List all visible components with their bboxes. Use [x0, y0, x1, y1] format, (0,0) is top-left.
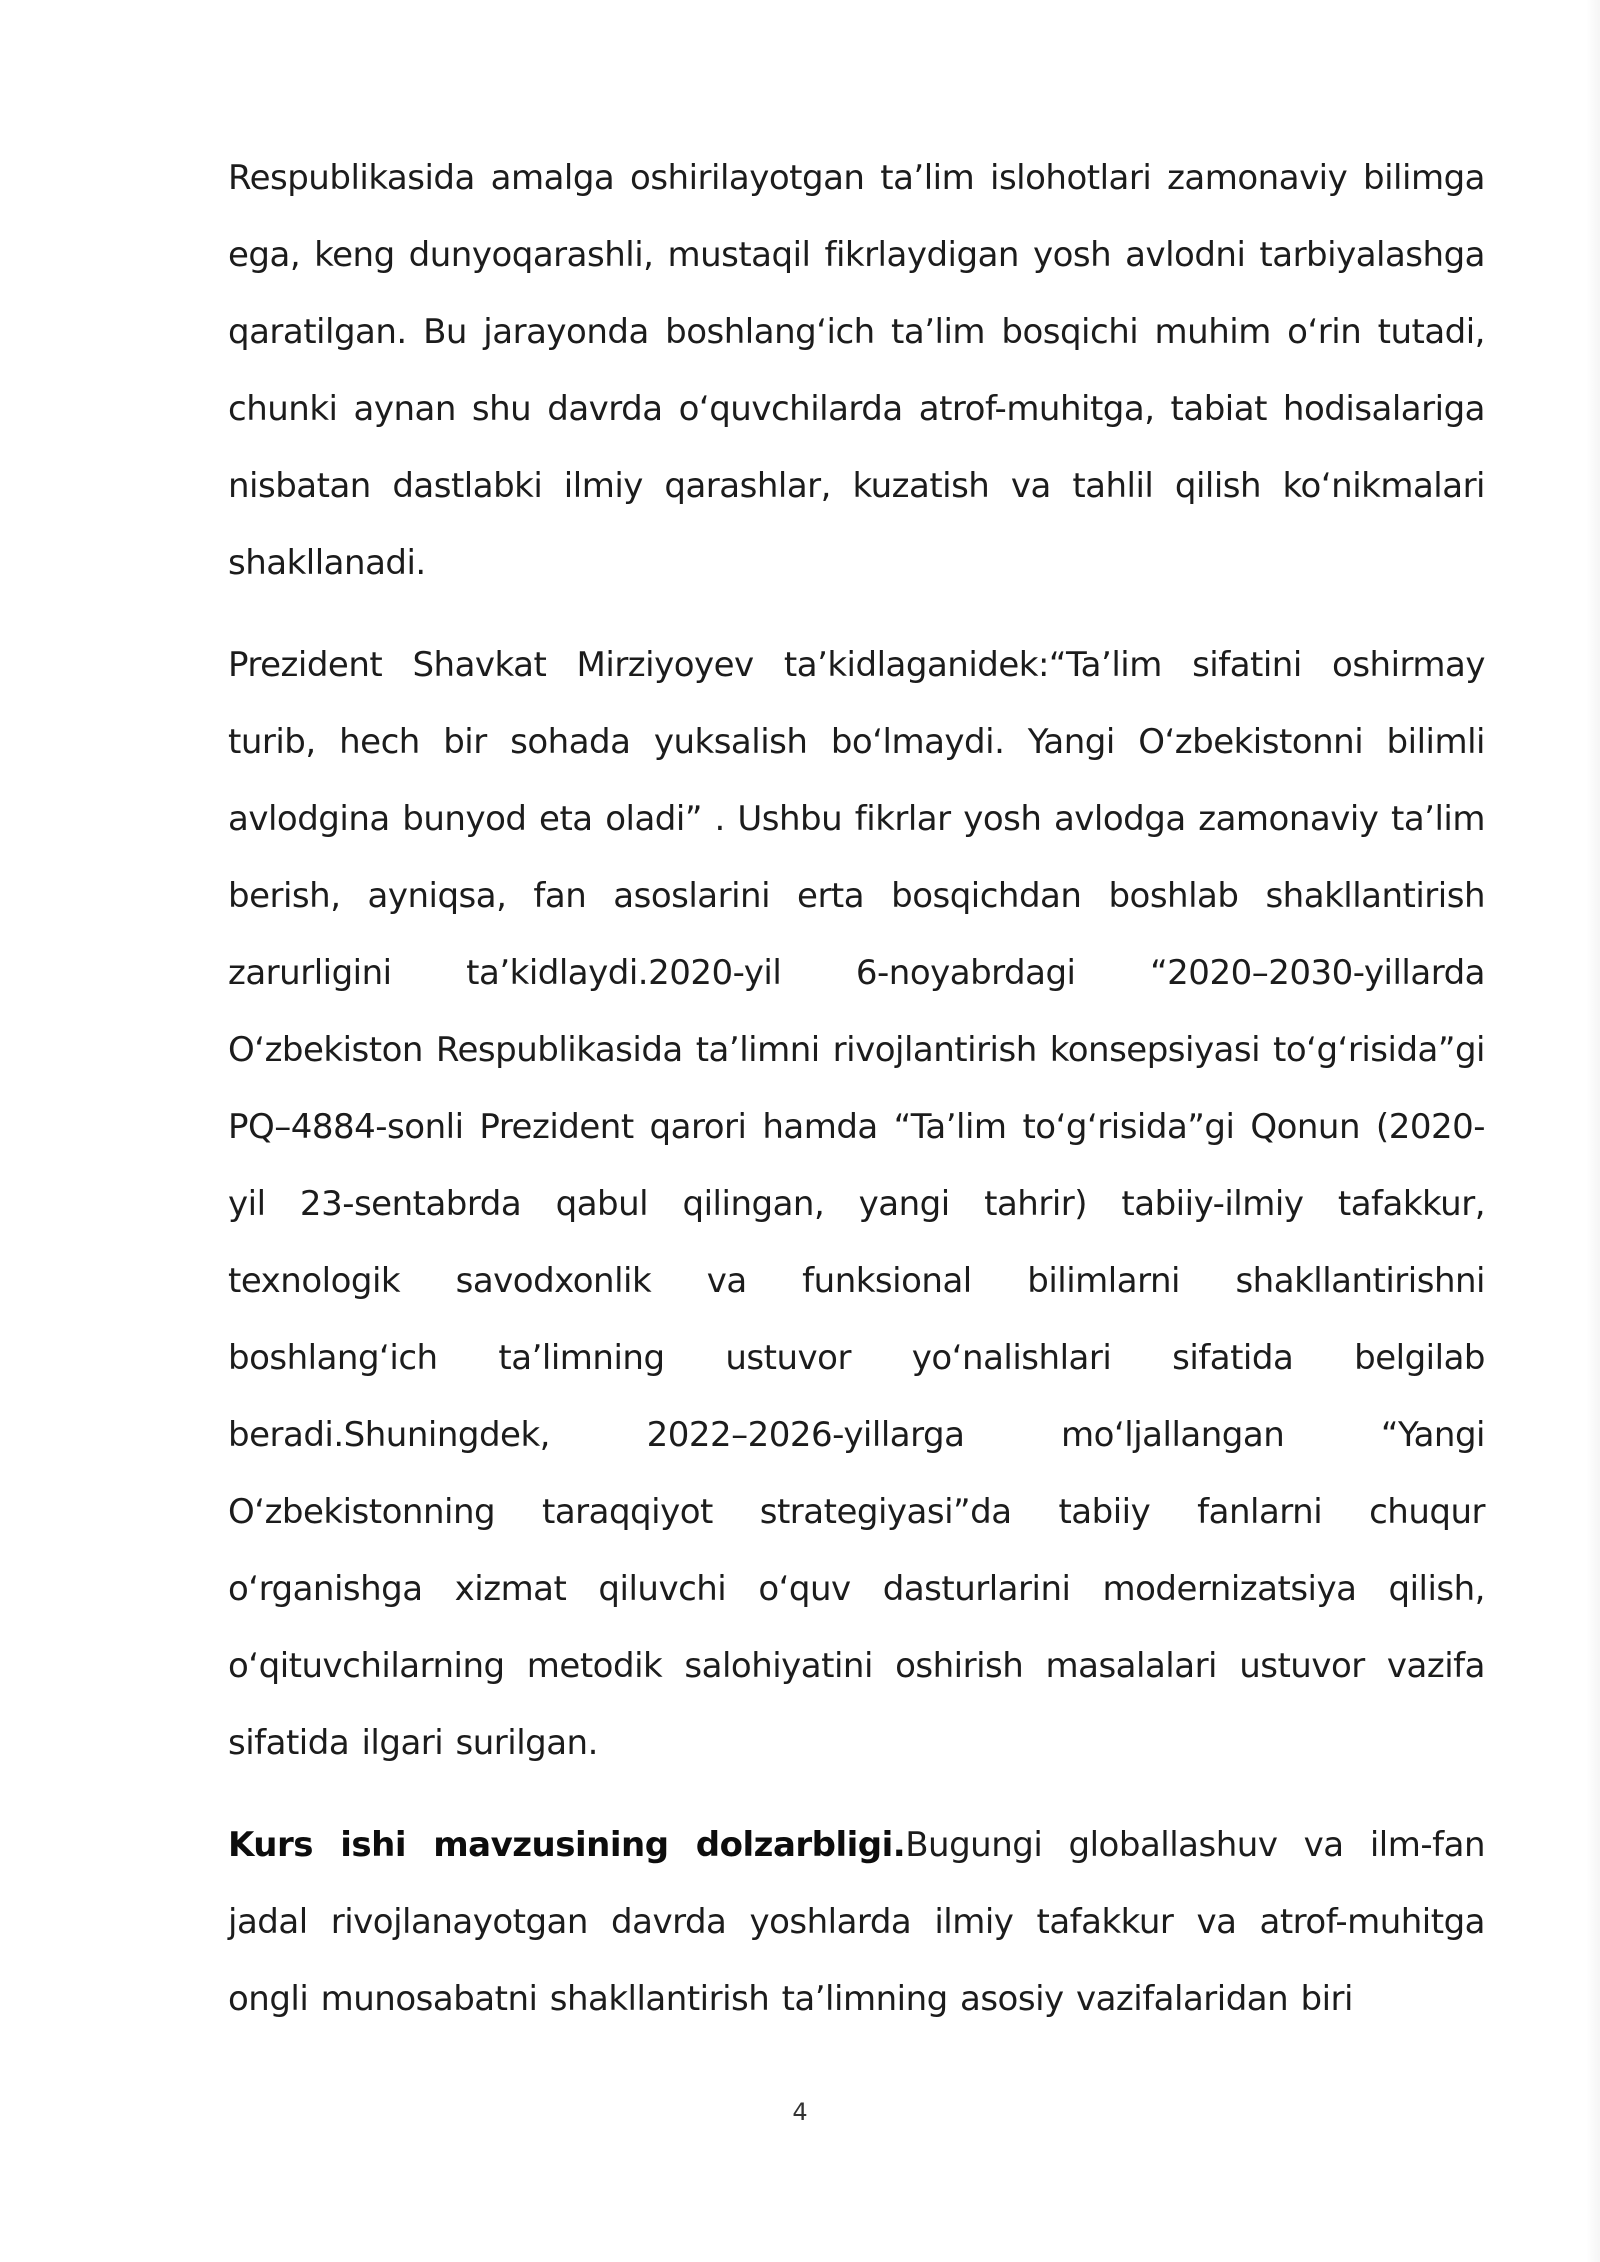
page-number: 4	[792, 2098, 808, 2126]
paragraph-text: Bugungi globallashuv va ilm-fan jadal rivojlanayotgan davrda yoshlarda ilmiy tafakkur va atrof-muhitga ongli munosabatni shakllantirish ta’limning asosiy vazifalaridan biri	[228, 1825, 1485, 2019]
paragraph-education-reforms	[228, 140, 1485, 602]
section-heading: Kurs ishi mavzusining dolzarbligi.	[228, 1825, 906, 1865]
paragraph-text: Respublikasida amalga oshirilayotgan ta’lim islohotlari zamonaviy bilimga ega, keng dunyoqarashli, mustaqil fikrlaydigan yosh avlodni tarbiyalashga qaratilgan. Bu jarayonda boshlang‘ich ta’lim bosqichi muhim o‘rin tutadi, chunki aynan shu davrda o‘quvchilarda atrof-muhitga, tabiat hodisalariga nisbatan dastlabki ilmiy qarashlar, kuzatish va tahlil qilish ko‘nikmalari shakllanadi.	[228, 158, 1485, 583]
paragraph-topic-relevance	[228, 1807, 1485, 2038]
document-body	[228, 140, 1485, 2038]
paragraph-text: Prezident Shavkat Mirziyoyev ta’kidlaganidek:“Ta’lim sifatini oshirmay turib, hech bir sohada yuksalish bo‘lmaydi. Yangi O‘zbekistonni bilimli avlodgina bunyod eta oladi” . Ushbu fikrlar yosh avlodga zamonaviy ta’lim berish, ayniqsa, fan asoslarini erta bosqichdan boshlab shakllantirish zarurligini ta’kidlaydi.2020-yil 6-noyabrdagi “2020–2030-yillarda O‘zbekiston Respublikasida ta’limni rivojlantirish konsepsiyasi to‘g‘risida”gi PQ–4884-sonli Prezident qarori hamda “Ta’lim to‘g‘risida”gi Qonun (2020-yil 23-sentabrda qabul qilingan, yangi tahrir) tabiiy-ilmiy tafakkur, texnologik savodxonlik va funksional bilimlarni shakllantirishni boshlang‘ich ta’limning ustuvor yo‘nalishlari sifatida belgilab beradi.Shuningdek, 2022–2026-yillarga mo‘ljallangan “Yangi O‘zbekistonning taraqqiyot strategiyasi”da tabiiy fanlarni chuqur o‘rganishga xizmat qiluvchi o‘quv dasturlarini modernizatsiya qilish, o‘qituvchilarning metodik salohiyatini oshirish masalalari ustuvor vazifa sifatida ilgari surilgan.	[228, 645, 1485, 1763]
page-edge-shadow	[1586, 0, 1600, 2262]
paragraph-president-quote	[228, 627, 1485, 1782]
